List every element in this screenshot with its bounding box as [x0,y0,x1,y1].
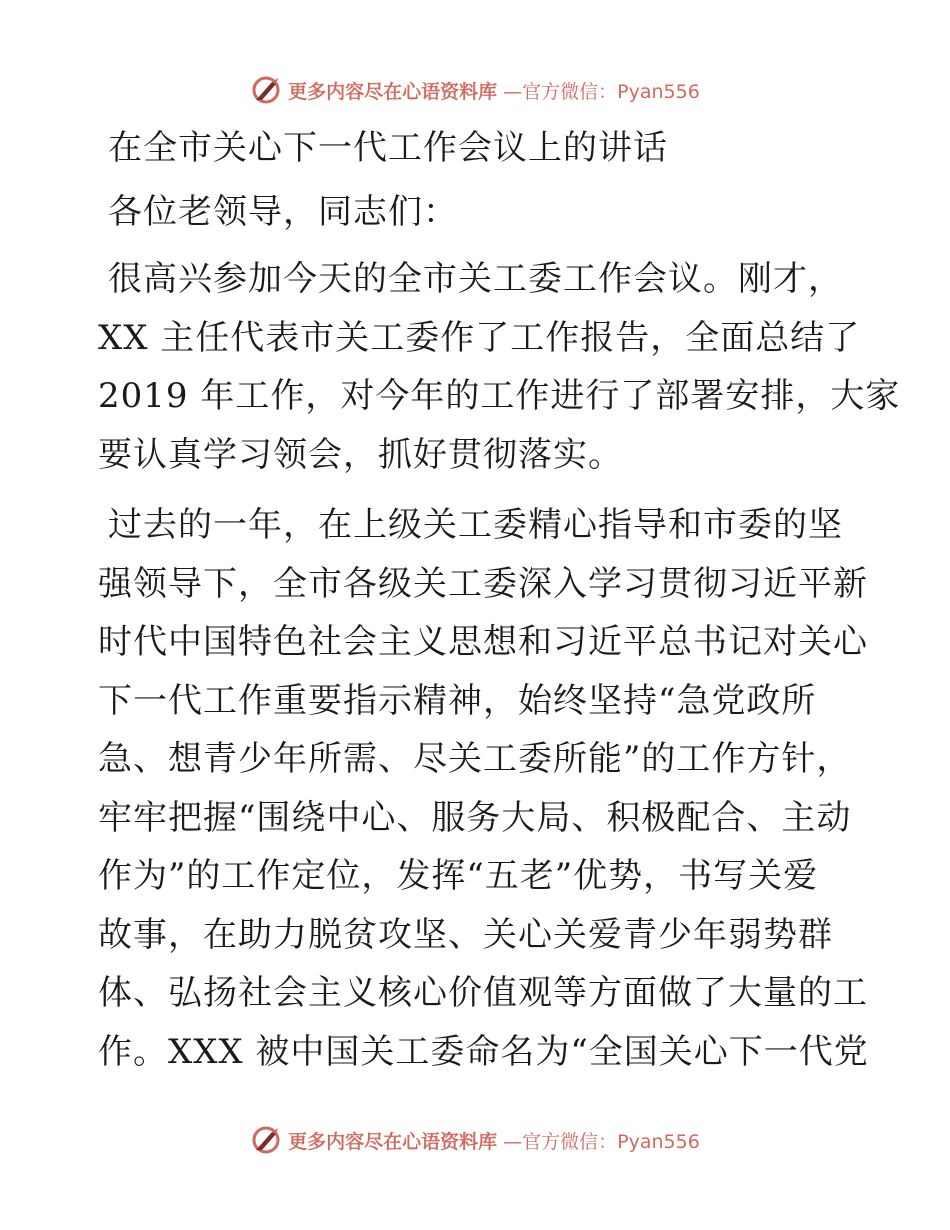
paragraph-line: 故事，在助力脱贫攻坚、关心关爱青少年弱势群 [98,914,833,955]
banner-site-name: 更多内容尽在心语资料库 [288,1130,498,1153]
paragraph-1 [98,250,901,484]
banner-wechat-contact: —官方微信：Pyan556 [503,80,700,103]
document-title: 在全市关心下一代工作会议上的讲话 [108,128,668,168]
quill-logo-icon [250,1124,282,1156]
banner-site-name: 更多内容尽在心语资料库 [288,80,498,103]
salutation: 各位老领导，同志们： [108,192,458,232]
paragraph-line: 作。XXX 被中国关工委命名为“全国关心下一代党 [98,1031,869,1072]
paragraph-line: 作为”的工作定位，发挥“五老”优势，书写关爱 [98,856,819,896]
paragraph-line: 体、弘扬社会主义核心价值观等方面做了大量的工 [98,973,868,1013]
header-watermark-banner [0,72,950,108]
paragraph-line: 牢牢把握“围绕中心、服务大局、积极配合、主动 [98,797,852,838]
paragraph-line: 2019 年工作，对今年的工作进行了部署安排，大家 [98,376,901,416]
paragraph-line: 很高兴参加今天的全市关工委工作会议。刚才， [108,259,843,299]
quill-logo-icon [250,74,282,106]
paragraph-line: XX 主任代表市关工委作了工作报告，全面总结了 [98,317,861,358]
paragraph-line: 下一代工作重要指示精神，始终坚持“急党政所 [98,680,817,721]
banner-wechat-contact: —官方微信：Pyan556 [503,1130,700,1153]
paragraph-line: 强领导下，全市各级关工委深入学习贯彻习近平新 [98,563,868,604]
document-body [98,122,901,1093]
paragraph-line: 急、想青少年所需、尽关工委所能”的工作方针， [98,739,852,779]
paragraph-line: 过去的一年，在上级关工委精心指导和市委的坚 [108,505,843,545]
paragraph-line: 要认真学习领会，抓好贯彻落实。 [98,434,623,475]
paragraph-2 [98,496,869,1081]
paragraph-line: 时代中国特色社会主义思想和习近平总书记对关心 [98,622,868,662]
footer-watermark-banner [0,1122,950,1158]
